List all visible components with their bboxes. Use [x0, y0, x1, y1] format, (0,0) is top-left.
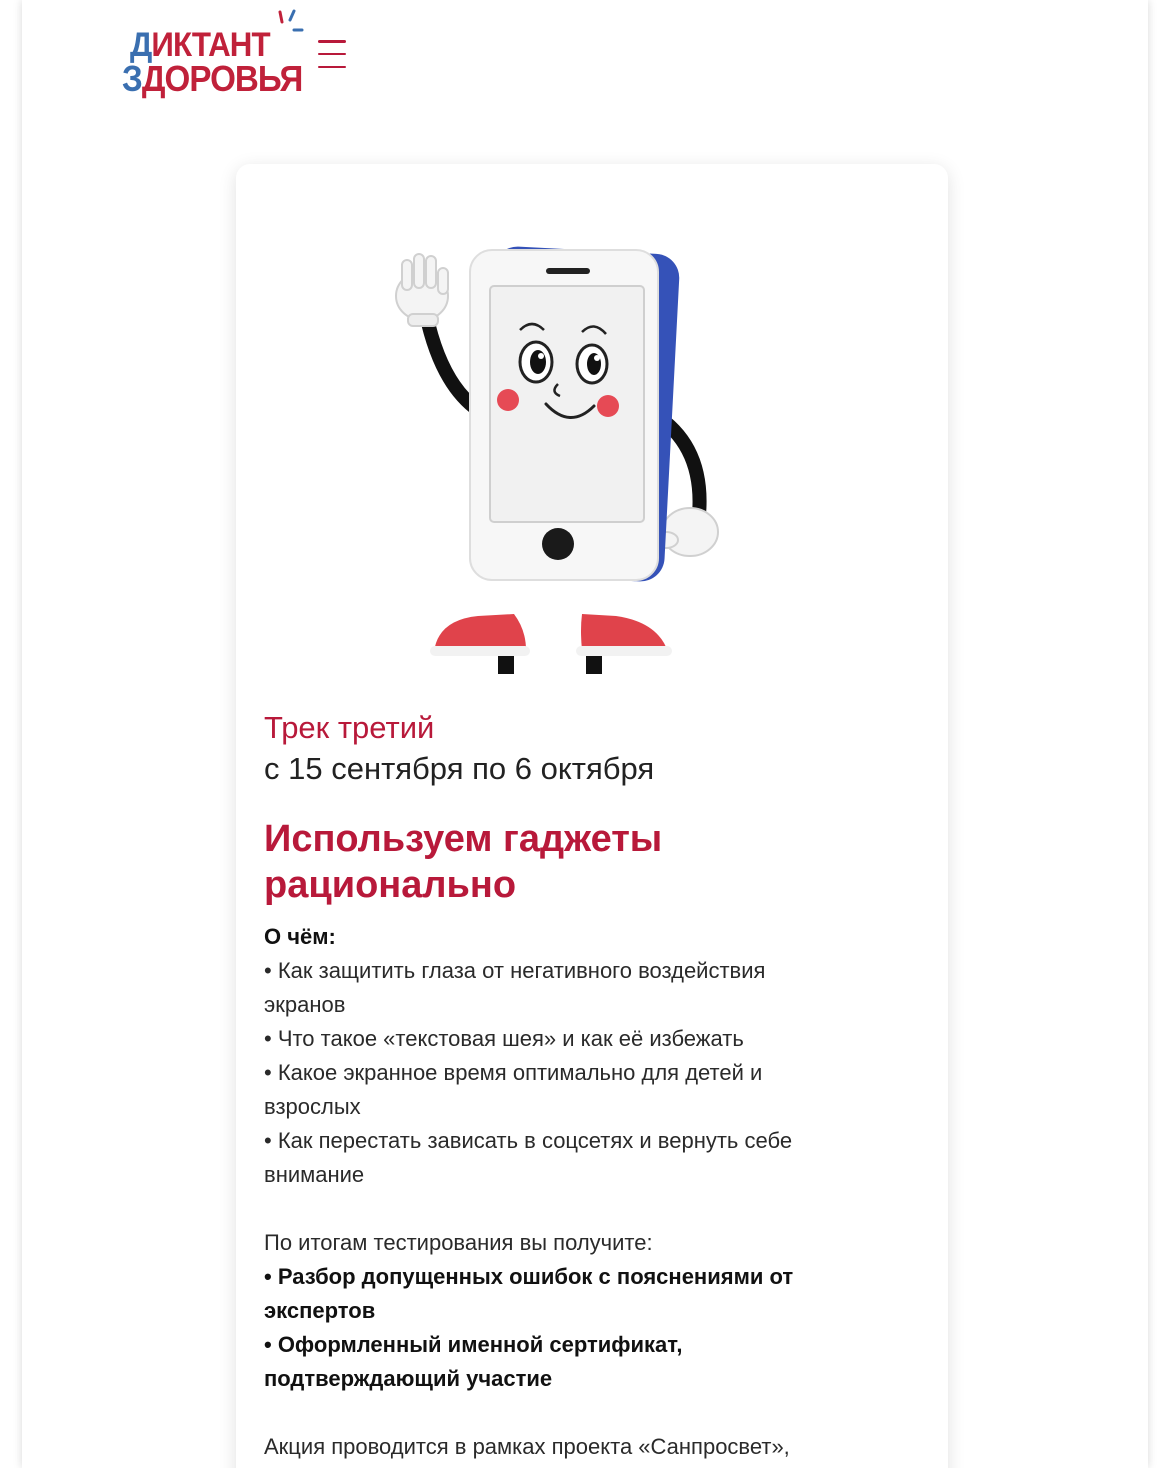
page-title-line-1: Используем гаджеты: [264, 818, 663, 860]
page-title: [264, 816, 904, 908]
right-shoe: [576, 614, 672, 656]
footer-text: Акция проводится в рамках проекта «Санпросвет»,: [264, 1434, 790, 1459]
menu-bar: [318, 66, 346, 69]
track-dates: с 15 сентября по 6 октября: [264, 751, 655, 786]
results-line: экспертов: [264, 1298, 376, 1323]
track-title: Трек третий: [264, 710, 435, 745]
spacer: [264, 1192, 904, 1226]
results-list: [264, 1260, 904, 1396]
site-logo[interactable]: [122, 6, 302, 102]
about-line: • Как защитить глаза от негативного воздействия: [264, 958, 766, 983]
menu-bar: [318, 53, 346, 56]
about-line: • Какое экранное время оптимально для детей и: [264, 1060, 763, 1085]
hamburger-menu-icon[interactable]: [318, 40, 346, 68]
about-list: [264, 954, 904, 1192]
results-line: подтверждающий участие: [264, 1366, 553, 1391]
track-content: [264, 708, 904, 1464]
left-shoe: [430, 614, 530, 656]
spacer: [264, 1396, 904, 1430]
logo-sparks-icon: [274, 8, 304, 48]
about-line: взрослых: [264, 1094, 361, 1119]
about-label: О чём:: [264, 924, 336, 949]
results-intro: По итогам тестирования вы получите:: [264, 1230, 653, 1255]
page-frame: [22, 0, 1148, 1468]
about-line: экранов: [264, 992, 346, 1017]
page-title-line-2: рационально: [264, 864, 517, 906]
about-line: • Что такое «текстовая шея» и как её избежать: [264, 1026, 744, 1051]
results-line: • Оформленный именной сертификат,: [264, 1332, 683, 1357]
left-glove: [396, 254, 448, 326]
phone-mascot-illustration: [386, 234, 746, 684]
logo-line-1: ДИКТАНТ: [130, 26, 270, 64]
track-card: [236, 164, 948, 1468]
logo-line-2: ЗДОРОВЬЯ: [122, 58, 303, 99]
about-line: • Как перестать зависать в соцсетях и вернуть себе: [264, 1128, 793, 1153]
menu-bar: [318, 40, 346, 43]
about-line: внимание: [264, 1162, 365, 1187]
site-header: [122, 6, 482, 106]
results-line: • Разбор допущенных ошибок с пояснениями от: [264, 1264, 794, 1289]
